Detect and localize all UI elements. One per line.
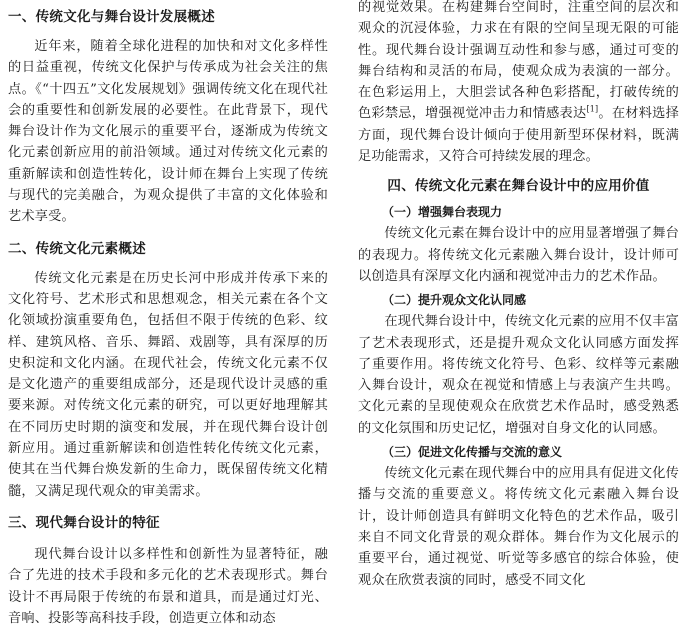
section-3-heading: 三、现代舞台设计的特征 — [8, 514, 160, 531]
subsection-2-heading: （二）提升观众文化认同感 — [382, 293, 527, 308]
right-column — [358, 0, 679, 591]
section-3-paragraph-continued — [358, 0, 679, 167]
subsection-1-paragraph: 传统文化元素在舞台设计中的应用显著增强了舞台的表现力。将传统文化元素融入舞台设计，设计师可以创造具有深厚文化内涵和视觉冲击力的艺术作品。 — [358, 226, 679, 284]
section-2-heading: 二、传统文化元素概述 — [8, 240, 146, 257]
citation-1: [1] — [586, 105, 599, 115]
left-column — [8, 0, 328, 629]
section-3-continued-text-a: 的视觉效果。在构建舞台空间时，注重空间的层次和观众的沉浸体验，力求在有限的空间呈现无限的可能性。现代舞台设计强调互动性和参与感，通过可变的舞台结构和灵活的布局，使观众成为表演的一部分。在色彩运用上，大胆尝试各种色彩搭配，打破传统的色彩禁忌，增强视觉冲击力和情感表达 — [358, 0, 679, 122]
section-3-paragraph: 现代舞台设计以多样性和创新性为显著特征，融合了先进的技术手段和多元化的艺术表现形式。舞台设计不再局限于传统的布景和道具，而是通过灯光、音响、投影等高科技手段，创造更立体和动态 — [8, 546, 328, 626]
section-3-continued-text-b: 。在材料选择方面，现代舞台设计倾向于使用新型环保材料，既满足功能需求，又符合可持续发展的理念。 — [358, 106, 679, 165]
section-1-heading: 一、传统文化与舞台设计发展概述 — [8, 9, 215, 25]
subsection-2-paragraph: 在现代舞台设计中，传统文化元素的应用不仅丰富了艺术表现形式，还是提升观众文化认同感方面发挥了重要作用。将传统文化符号、色彩、纹样等元素融入舞台设计，观众在视觉和情感上与表演产生共鸣。文化元素的呈现使观众在欣赏艺术作品时，感受熟悉的文化氛围和历史记忆，增强对自身文化的认同感。 — [358, 314, 679, 436]
section-1-paragraph: 近年来，随着全球化进程的加快和对文化多样性的日益重视，传统文化保护与传承成为社会关注的焦点。《“十四五”文化发展规划》强调传统文化在现代社会的重要性和创新发展的必要性。在此背景下，现代舞台设计作为文化展示的重要平台，逐渐成为传统文化元素创新应用的前沿领域。通过对传统文化元素的重新解读和创造性转化，设计师在舞台上实现了传统与现代的完美融合，为观众提供了丰富的文化体验和艺术享受。 — [8, 39, 328, 225]
subsection-1-heading: （一）增强舞台表现力 — [382, 205, 503, 220]
subsection-3-paragraph: 传统文化元素在现代舞台中的应用具有促进文化传播与交流的重要意义。将传统文化元素融入舞台设计，设计师创造具有鲜明文化特色的艺术作品，吸引来自不同文化背景的观众群体。舞台作为文化展示的重要平台，通过视觉、听觉等多感官的综合体验，使观众在欣赏表演的同时，感受不同文化 — [358, 466, 679, 588]
subsection-3-heading: （三）促进文化传播与交流的意义 — [382, 445, 563, 460]
section-2-paragraph: 传统文化元素是在历史长河中形成并传承下来的文化符号、艺术形式和思想观念，相关元素在各个文化领域扮演重要角色，包括但不限于传统的色彩、纹样、建筑风格、音乐、舞蹈、戏剧等，具有深厚的历史积淀和文化内涵。在现代社会，传统文化元素不仅是文化遗产的重要组成部分，还是现代设计灵感的重要来源。对传统文化元素的研究，可以更好地理解其在不同历史时期的演变和发展，并在现代舞台设计创新应用。通过重新解读和创造性转化传统文化元素，使其在当代舞台焕发新的生命力，既保留传统文化精髓，又满足现代观众的审美需求。 — [8, 270, 328, 499]
section-4-heading: 四、传统文化元素在舞台设计中的应用价值 — [387, 178, 650, 195]
